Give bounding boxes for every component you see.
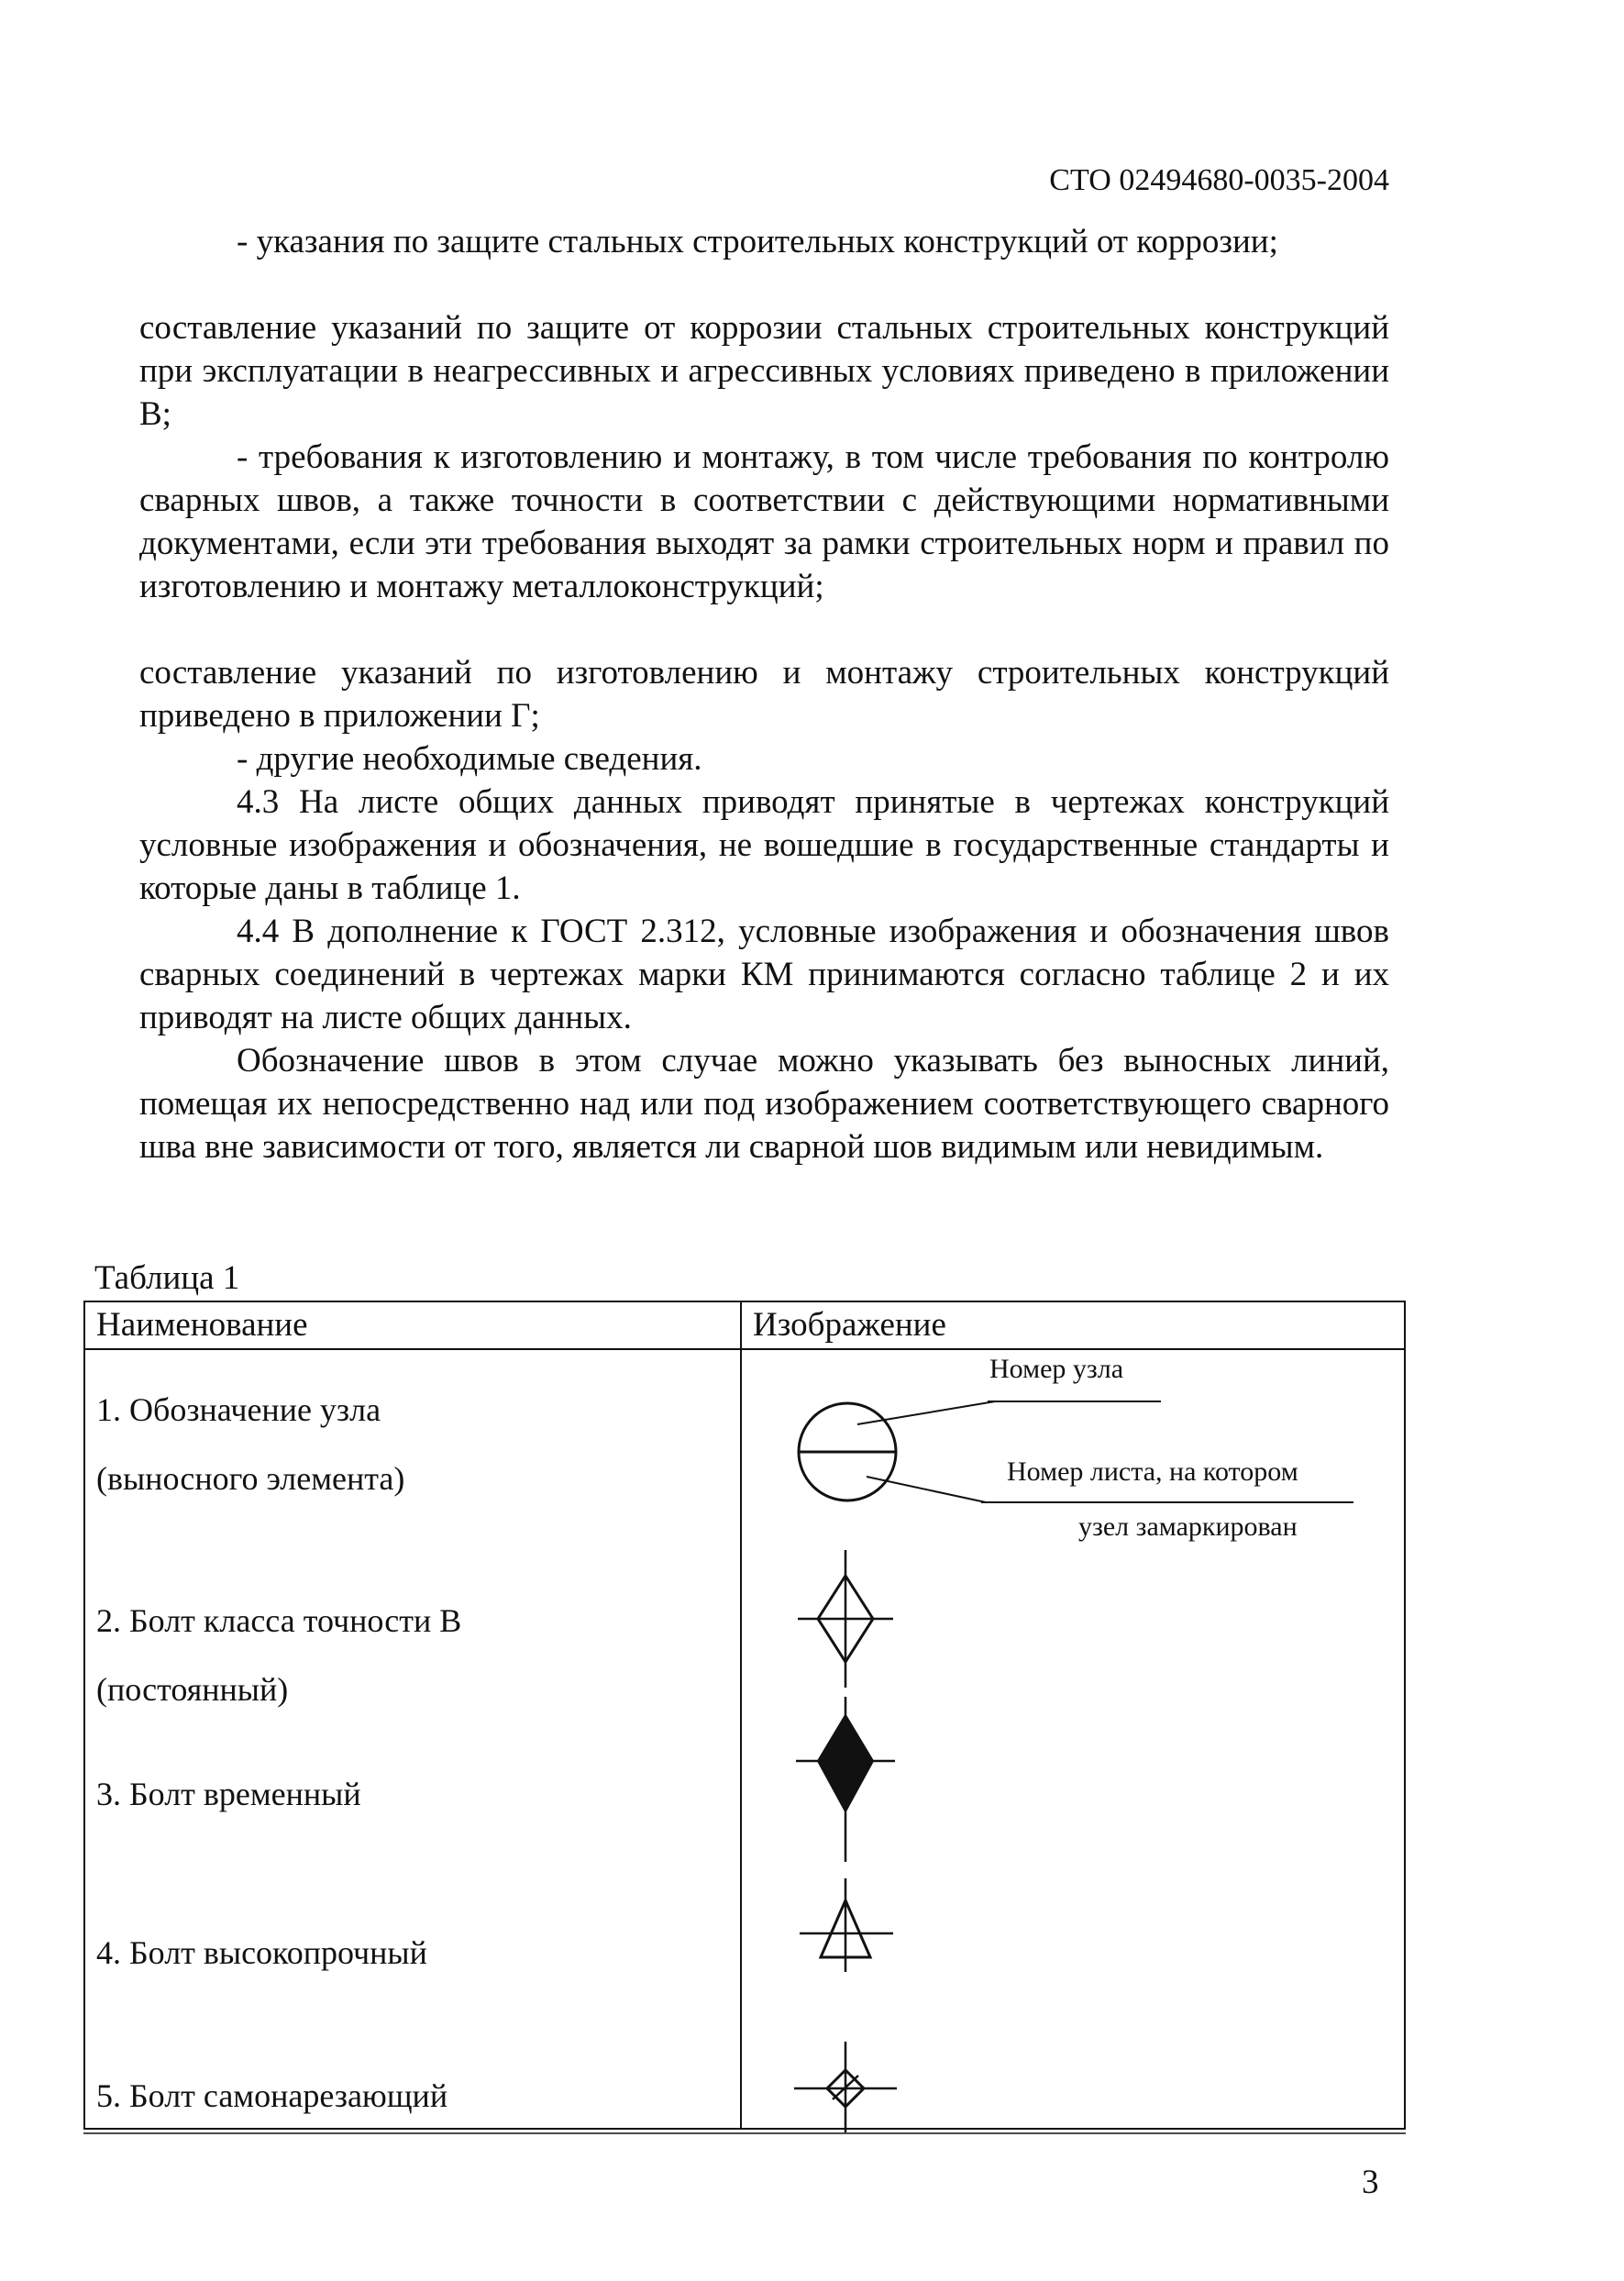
bolt-temporary-icon — [796, 1697, 895, 1862]
row-name-line1: 3. Болт временный — [96, 1776, 361, 1812]
row-name-line1: 2. Болт класса точности В — [96, 1602, 462, 1639]
sheet-number-label-cont: узел замаркирован — [1078, 1511, 1298, 1542]
paragraph-4-4: 4.4 В дополнение к ГОСТ 2.312, условные изображения и обозначения швов сварных соединений в чертежах марки КМ принимаются согласно таблице 2 и их приводят на листе общих данных. — [139, 913, 1389, 1036]
node-number-label: Номер узла — [989, 1354, 1124, 1384]
row-name-line2: (постоянный) — [96, 1671, 289, 1708]
row-name-line2: (выносного элемента) — [96, 1460, 405, 1497]
bolt-high-strength-icon — [800, 1878, 893, 1972]
paragraph-corrosion-item: - указания по защите стальных строительных конструкций от коррозии; — [237, 223, 1278, 260]
bolt-self-tapping-icon — [794, 2042, 897, 2132]
paragraph-weld-notation: Обозначение швов в этом случае можно указывать без выносных линий, помещая их непосредственно над или под изображением соответствующего сварного шва вне зависимости от того, является ли сварной шов видимым или невидимым. — [139, 1042, 1389, 1166]
paragraph-other-item: - другие необходимые сведения. — [237, 740, 702, 778]
column-header-image: Изображение — [753, 1306, 946, 1344]
bolt-permanent-icon — [798, 1550, 893, 1688]
node-callout-icon — [799, 1401, 1353, 1502]
sheet-number-label: Номер листа, на котором — [1007, 1456, 1298, 1487]
paragraph-4-3: 4.3 На листе общих данных приводят принятые в чертежах конструкций условные изображения и обозначения, не вошедшие в государственные стандарты и которые даны в таблице 1. — [139, 783, 1389, 907]
paragraph-manufacturing-item: - требования к изготовлению и монтажу, в том числе требования по контролю сварных швов, а также точности в соответствии с действующими нормативными документами, если эти требования выходят за рамки строительных норм и правил по изготовлению и монтажу металлоконструкций; — [139, 438, 1389, 605]
row-name-line1: 4. Болт высокопрочный — [96, 1934, 427, 1971]
document-code: СТО 02494680-0035-2004 — [1049, 163, 1389, 197]
column-header-name: Наименование — [96, 1306, 308, 1344]
paragraph-manufacturing-note: составление указаний по изготовлению и монтажу строительных конструкций приведено в приложении Г; — [139, 654, 1389, 735]
page-number: 3 — [1362, 2164, 1379, 2201]
paragraph-corrosion-note: составление указаний по защите от коррозии стальных строительных конструкций при эксплуатации в неагрессивных и агрессивных условиях приведено в приложении В; — [139, 309, 1389, 433]
table-caption: Таблица 1 — [94, 1259, 240, 1297]
row-name-line1: 1. Обозначение узла — [96, 1391, 381, 1428]
row-name-line1: 5. Болт самонарезающий — [96, 2077, 448, 2114]
